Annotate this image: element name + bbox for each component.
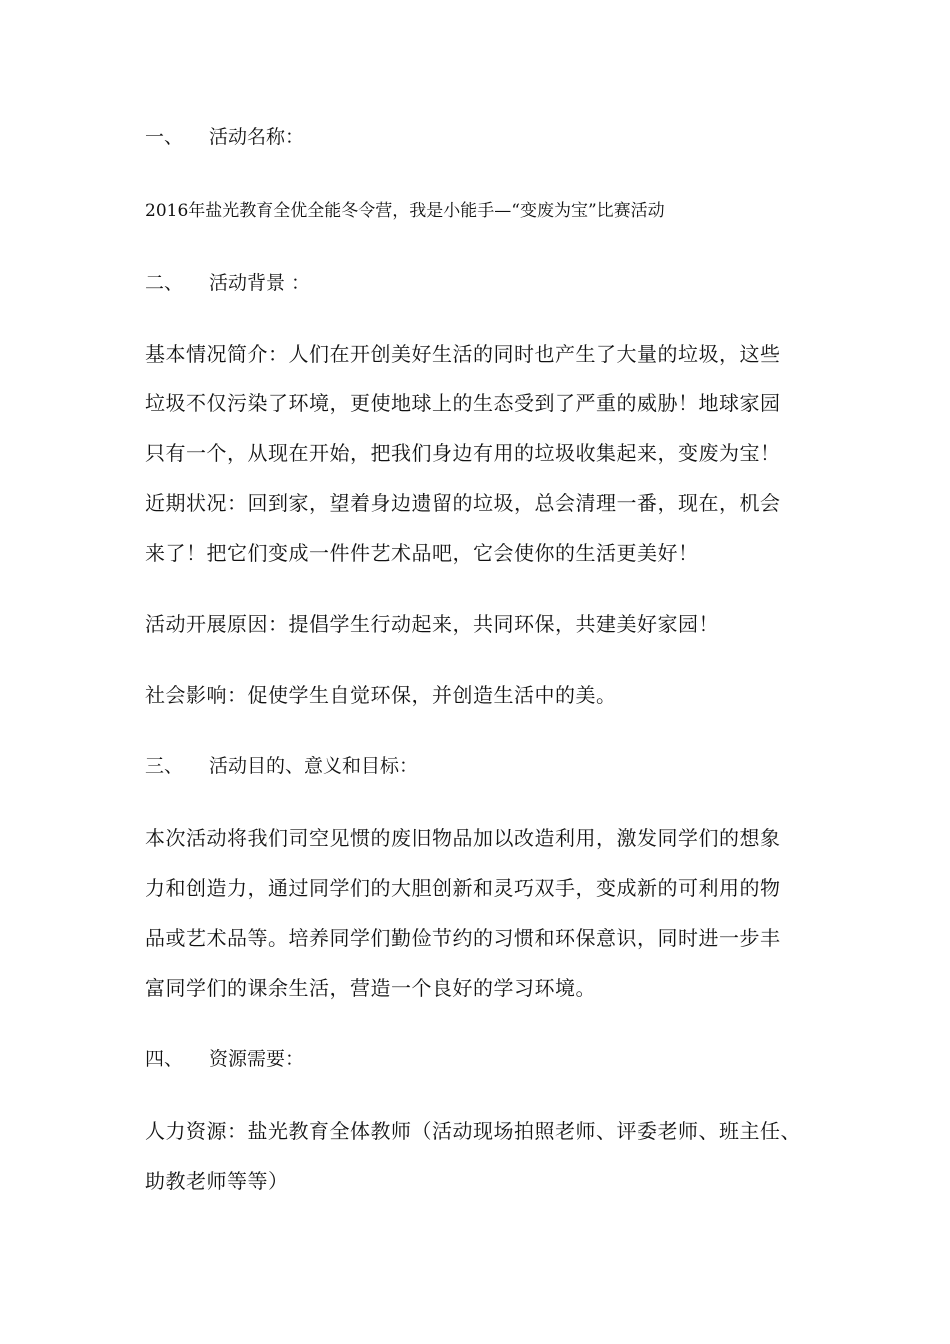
section-number: 四、	[145, 1048, 184, 1070]
section-heading-2	[145, 274, 310, 293]
purpose-line-1: 本次活动将我们司空见惯的废旧物品加以改造利用，激发同学们的想象	[145, 826, 781, 850]
section-title: 资源需要：	[209, 1048, 305, 1070]
activity-name-text: 2016年盐光教育全优全能冬令营，我是小能手—“变废为宝”比赛活动	[145, 201, 665, 221]
section-heading-1	[145, 128, 304, 147]
background-line-1: 基本情况简介：人们在开创美好生活的同时也产生了大量的垃圾，这些	[145, 342, 781, 366]
resources-line-1: 人力资源：盐光教育全体教师（活动现场拍照老师、评委老师、班主任、	[145, 1119, 801, 1143]
purpose-line-2: 力和创造力，通过同学们的大胆创新和灵巧双手，变成新的可利用的物	[145, 876, 781, 900]
section-number: 二、	[145, 272, 184, 294]
resources-line-2: 助教老师等等）	[145, 1169, 289, 1193]
background-line-5: 来了！把它们变成一件件艺术品吧，它会使你的生活更美好！	[145, 541, 699, 565]
section-title: 活动目的、意义和目标：	[209, 755, 419, 777]
section-heading-3	[145, 757, 418, 776]
section-number: 三、	[145, 755, 184, 777]
background-line-2: 垃圾不仅污染了环境，更使地球上的生态受到了严重的威胁！地球家园	[145, 391, 781, 415]
section-title: 活动名称：	[209, 126, 305, 148]
section-heading-4	[145, 1050, 304, 1069]
purpose-line-4: 富同学们的课余生活，营造一个良好的学习环境。	[145, 976, 596, 1000]
social-impact-text: 社会影响：促使学生自觉环保，并创造生活中的美。	[145, 683, 617, 707]
activity-reason-text: 活动开展原因：提倡学生行动起来，共同环保，共建美好家园！	[145, 612, 719, 636]
background-line-4: 近期状况：回到家，望着身边遗留的垃圾，总会清理一番，现在，机会	[145, 491, 781, 515]
purpose-line-3: 品或艺术品等。培养同学们勤俭节约的习惯和环保意识，同时进一步丰	[145, 926, 781, 950]
section-title: 活动背景 ：	[209, 272, 311, 294]
background-line-3: 只有一个，从现在开始，把我们身边有用的垃圾收集起来，变废为宝！	[145, 441, 781, 465]
section-number: 一、	[145, 126, 184, 148]
